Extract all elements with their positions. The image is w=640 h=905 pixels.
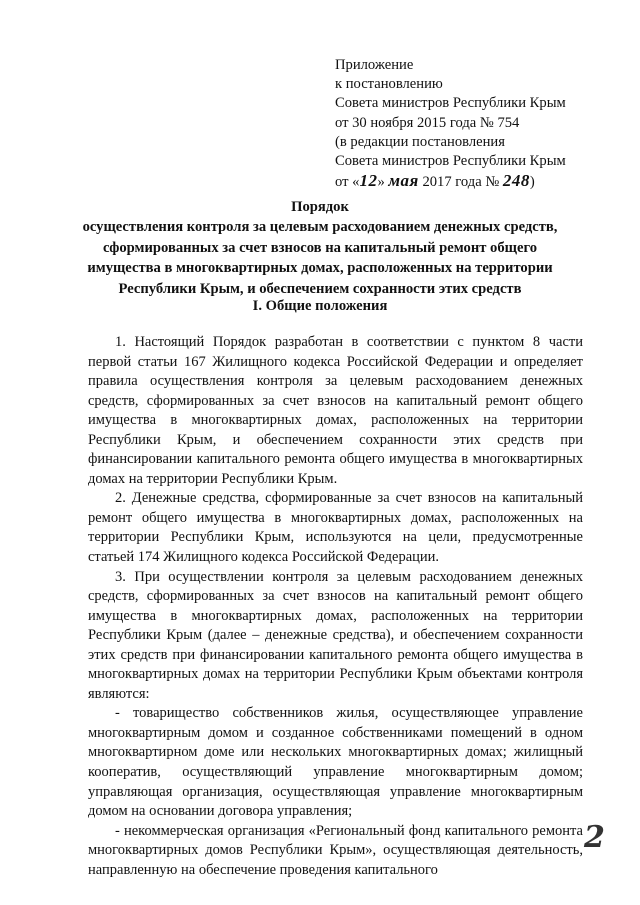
title-line: имущества в многоквартирных домах, расположенных на территории — [87, 260, 553, 277]
document-body — [88, 333, 583, 880]
date-year: 2017 года № — [422, 174, 500, 191]
list-item: - товарищество собственников жилья, осуществляющее управление многоквартирным домом и созданное собственниками помещений в одном многоквартирном доме или нескольких многоквартирных домах; жилищный кооператив, осуществляющий управление многоквартирным домом; управляющая организация, осуществляющая управление многоквартирным домом на основании договора управления; — [88, 705, 583, 820]
handwritten-number: 248 — [502, 171, 530, 191]
section-heading: I. Общие положения — [252, 298, 388, 314]
paragraph: 2. Денежные средства, сформированные за счет взносов на капитальный ремонт общего имущества в многоквартирных домах, расположенных на территории Республики Крым, используются на цели, предусмотренные статьей 174 Жилищного кодекса Российской Федерации. — [88, 490, 583, 566]
appendix-line: Совета министров Республики Крым — [335, 153, 566, 170]
list-item: - некоммерческая организация «Региональный фонд капитального ремонта многоквартирных домов Республики Крым», осуществляющая деятельность, направленную на обеспечение проведения капитального — [88, 822, 583, 878]
handwritten-page-number: 2 — [584, 820, 605, 855]
appendix-date-line — [335, 171, 610, 192]
paragraph: 3. При осуществлении контроля за целевым расходованием денежных средств, сформированных за счет взносов на капитальный ремонт общего имущества в многоквартирных домах, расположенных на территории Республики Крым (далее – денежные средства), и обеспечением сохранности этих средств при финансировании капитального ремонта общего имущества в многоквартирных домах на территории Республики Крым объектами контроля являются: — [88, 568, 583, 702]
date-paren-close: ) — [529, 174, 535, 191]
title-line: осуществления контроля за целевым расходованием денежных средств, — [82, 219, 558, 236]
handwritten-month: мая — [388, 171, 419, 191]
appendix-line: к постановлению — [335, 76, 443, 93]
paragraph: 1. Настоящий Порядок разработан в соответствии с пунктом 8 части первой статьи 167 Жилищного кодекса Российской Федерации и определяет правила осуществления контроля за целевым расходованием денежных средств, сформированных за счет взносов на капитальный ремонт общего имущества в многоквартирных домах, расположенных на территории Республики Крым, и обеспечением сохранности этих средств при финансировании капитального ремонта общего имущества в многоквартирных домах на территории Республики Крым. — [88, 334, 583, 487]
title-line: Порядок — [291, 199, 349, 215]
appendix-line: Совета министров Республики Крым — [335, 95, 566, 112]
title-line: сформированных за счет взносов на капитальный ремонт общего — [102, 239, 538, 256]
date-prefix: от « — [335, 174, 360, 191]
appendix-line: от 30 ноября 2015 года № 754 — [335, 114, 520, 131]
appendix-block — [335, 56, 610, 192]
title-line: Республики Крым, и обеспечением сохранности этих средств — [118, 280, 522, 297]
date-quote-close: » — [377, 174, 385, 191]
appendix-line: (в редакции постановления — [335, 133, 505, 150]
document-title — [60, 197, 580, 299]
handwritten-day: 12 — [359, 171, 378, 191]
appendix-line: Приложение — [335, 57, 414, 73]
